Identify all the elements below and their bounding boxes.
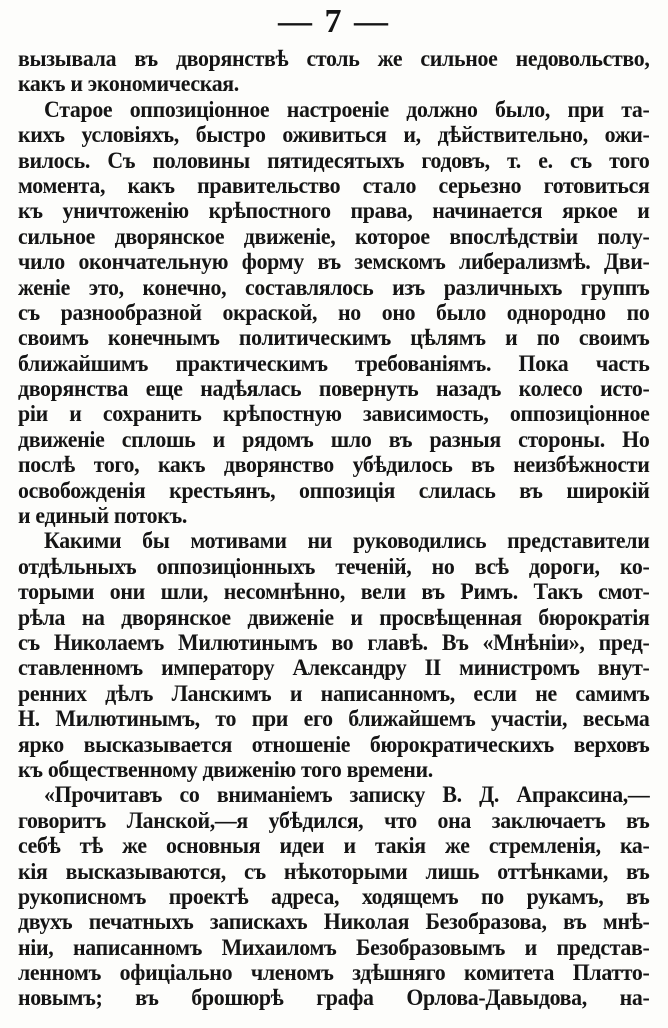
text-line: момента, какъ правительство стало серьезно готовиться bbox=[18, 172, 650, 199]
text-line: освобожденія крестьянъ, оппозиція слилась въ широкій bbox=[18, 477, 650, 504]
text-line: рѣла на дворянское движеніе и просвѣщенная бюрократія bbox=[18, 604, 650, 631]
text-line: движеніе сплошь и рядомъ шло въ разныя стороны. Но bbox=[18, 426, 650, 453]
text-line: ленномъ офиціально членомъ здѣшняго комитета Платто- bbox=[18, 960, 650, 987]
text-line: Какими бы мотивами ни руководились представители bbox=[44, 528, 650, 555]
text-line: ярко высказывается отношеніе бюрократическихъ верховъ bbox=[18, 731, 650, 758]
body-text bbox=[18, 47, 650, 1012]
text-line: сильное дворянское движеніе, которое впослѣдствіи полу- bbox=[18, 223, 650, 250]
text-line: своимъ конечнымъ политическимъ цѣлямъ и по своимъ bbox=[18, 325, 650, 352]
text-line: вызывала въ дворянствѣ столь же сильное недовольство, bbox=[18, 46, 650, 72]
text-line: ренних дѣлъ Ланскимъ и написанномъ, если не самимъ bbox=[18, 680, 650, 707]
text-line: Н. Милютинымъ, то при его ближайшемъ участіи, весьма bbox=[18, 706, 650, 733]
text-line: «Прочитавъ со вниманіемъ записку В. Д. Апраксина,— bbox=[44, 782, 650, 809]
text-line: съ Николаемъ Милютинымъ во главѣ. Въ «Мнѣніи», пред- bbox=[18, 629, 650, 656]
text-line: ближайшимъ практическимъ требованіямъ. Пока часть bbox=[18, 350, 650, 377]
text-line: кія высказываются, съ нѣкоторыми лишь оттѣнками, въ bbox=[18, 858, 650, 885]
text-line: говоритъ Ланской,—я убѣдился, что она заключаетъ въ bbox=[18, 807, 650, 834]
text-line: Старое оппозиціонное настроеніе должно было, при та- bbox=[44, 96, 650, 123]
text-line: къ общественному движенію того времени. bbox=[18, 756, 433, 783]
text-line: ставленномъ императору Александру II министромъ внут- bbox=[18, 655, 650, 682]
text-line: къ уничтоженію крѣпостного права, начинается яркое и bbox=[18, 198, 650, 225]
text-line: кихъ условіяхъ, быстро оживиться и, дѣйствительно, ожи- bbox=[18, 122, 650, 149]
text-line: дворянства еще надѣялась повернуть назадъ колесо исто- bbox=[18, 376, 650, 403]
text-line: послѣ того, какъ дворянство убѣдилось въ неизбѣжности bbox=[18, 452, 650, 479]
text-line: ріи и сохранить крѣпостную зависимость, оппозиціонное bbox=[18, 401, 650, 428]
text-line: отдѣльныхъ оппозиціонныхъ теченій, но всѣ дороги, ко- bbox=[18, 553, 650, 580]
text-line: ніи, написанномъ Михаиломъ Безобразовымъ и представ- bbox=[18, 934, 650, 961]
text-line: торыми они шли, несомнѣнно, вели въ Римъ. Такъ смот- bbox=[18, 579, 650, 606]
text-line: и единый потокъ. bbox=[18, 503, 188, 530]
text-line: двухъ печатныхъ запискахъ Николая Безобразова, въ мнѣ- bbox=[18, 909, 650, 936]
page-number: — 7 — bbox=[278, 3, 390, 40]
text-line: вилось. Съ половины пятидесятыхъ годовъ, т. е. съ того bbox=[18, 147, 650, 174]
text-line: съ разнообразной окраской, но оно было однородно по bbox=[18, 299, 650, 326]
text-line: рукописномъ проектѣ адреса, ходящемъ по рукамъ, въ bbox=[18, 883, 650, 910]
text-line: себѣ тѣ же основныя идеи и такія же стремленія, ка- bbox=[18, 833, 650, 860]
text-line: новымъ; въ брошюрѣ графа Орлова-Давыдова, на- bbox=[18, 985, 650, 1012]
text-line: чило окончательную форму въ земскомъ либерализмѣ. Дви- bbox=[18, 249, 650, 276]
text-line: какъ и экономическая. bbox=[18, 71, 239, 98]
text-line: женіе это, конечно, составлялось изъ различныхъ группъ bbox=[18, 274, 650, 301]
